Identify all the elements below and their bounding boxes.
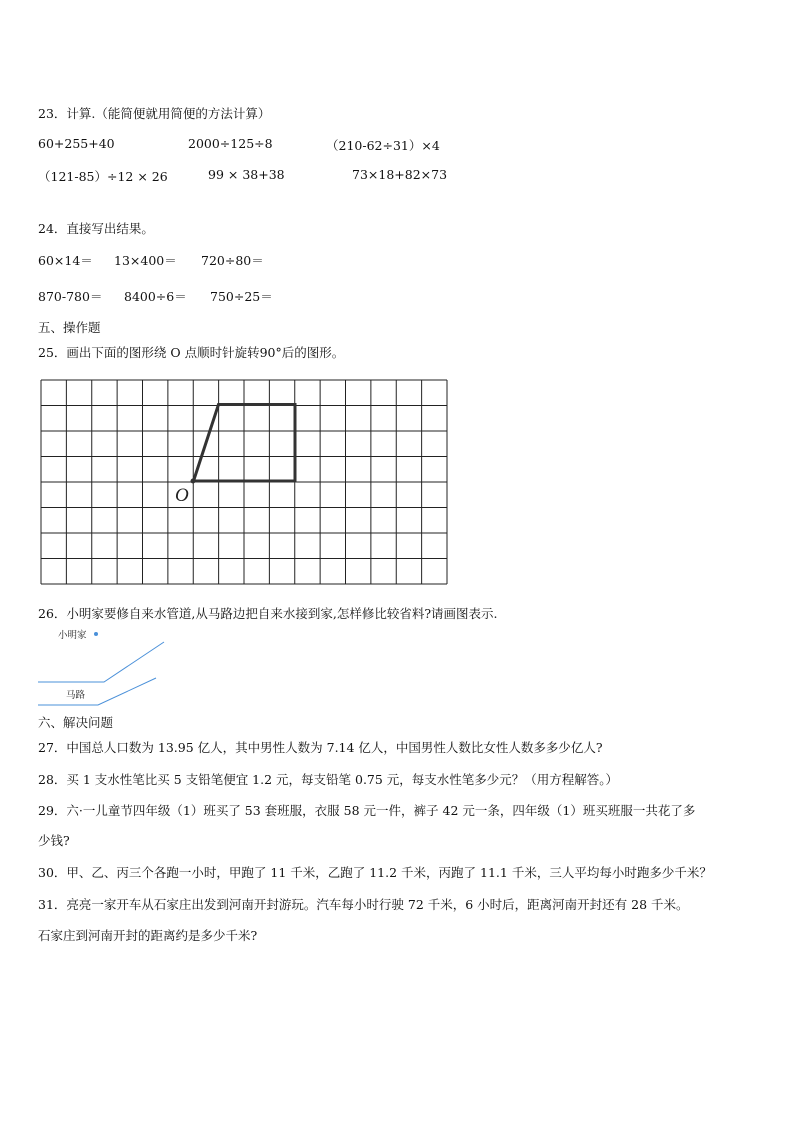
q27-text: 27．中国总人口数为 13.95 亿人，其中男性人数为 7.14 亿人，中国男性人数比女性人数多多少亿人? <box>38 740 603 755</box>
home-dot <box>94 632 98 636</box>
q29-line-1: 29．六·一儿童节四年级（1）班买了 53 套班服，衣服 58 元一件，裤子 42 元一条，四年级（1）班买班服一共花了多 <box>38 803 696 818</box>
q23-expr-5: 99 × 38+38 <box>208 167 285 182</box>
q24-expr-3: 720÷80＝ <box>201 253 264 268</box>
q24-expr-6: 750÷25＝ <box>210 289 273 304</box>
point-o-dot <box>191 479 196 484</box>
q25-title: 25．画出下面的图形绕 O 点顺时针旋转90°后的图形。 <box>38 345 345 360</box>
q23-expr-4: （121-85）÷12 × 26 <box>38 169 168 184</box>
q26-title: 26．小明家要修自来水管道,从马路边把自来水接到家,怎样修比较省料?请画图表示. <box>38 606 498 621</box>
section-5-heading: 五、操作题 <box>38 320 101 335</box>
road-edge-upper <box>38 642 164 682</box>
rotation-grid <box>40 379 448 585</box>
q24-title: 24．直接写出结果。 <box>38 221 154 236</box>
q24-expr-4: 870-780＝ <box>38 289 103 304</box>
q23-expr-1: 60+255+40 <box>38 136 115 151</box>
q31-line-1: 31．亮亮一家开车从石家庄出发到河南开封游玩。汽车每小时行驶 72 千米，6 小时后，距离河南开封还有 28 千米。 <box>38 897 689 912</box>
q28-text: 28．买 1 支水性笔比买 5 支铅笔便宜 1.2 元，每支铅笔 0.75 元，每支水性笔多少元？（用方程解答。） <box>38 772 619 787</box>
q23-expr-3: （210-62÷31）×4 <box>326 138 440 153</box>
q23-expr-6: 73×18+82×73 <box>352 167 448 182</box>
q24-expr-5: 8400÷6＝ <box>124 289 187 304</box>
section-6-heading: 六、解决问题 <box>38 715 114 730</box>
q23-expr-2: 2000÷125÷8 <box>188 136 273 151</box>
q29-line-2: 少钱? <box>38 833 70 848</box>
q30-text: 30．甲、乙、丙三个各跑一小时，甲跑了 11 千米，乙跑了 11.2 千米，丙跑了 11.1 千米，三人平均每小时跑多少千米？ <box>38 865 712 880</box>
q24-expr-2: 13×400＝ <box>114 253 177 268</box>
pipe-diagram <box>38 626 168 706</box>
q23-title: 23．计算.（能简便就用简便的方法计算） <box>38 106 271 121</box>
q31-line-2: 石家庄到河南开封的距离约是多少千米? <box>38 928 258 943</box>
point-o-label: O <box>175 485 189 506</box>
home-label: 小明家 <box>58 630 87 641</box>
q24-expr-1: 60×14＝ <box>38 253 93 268</box>
road-label: 马路 <box>66 690 86 701</box>
